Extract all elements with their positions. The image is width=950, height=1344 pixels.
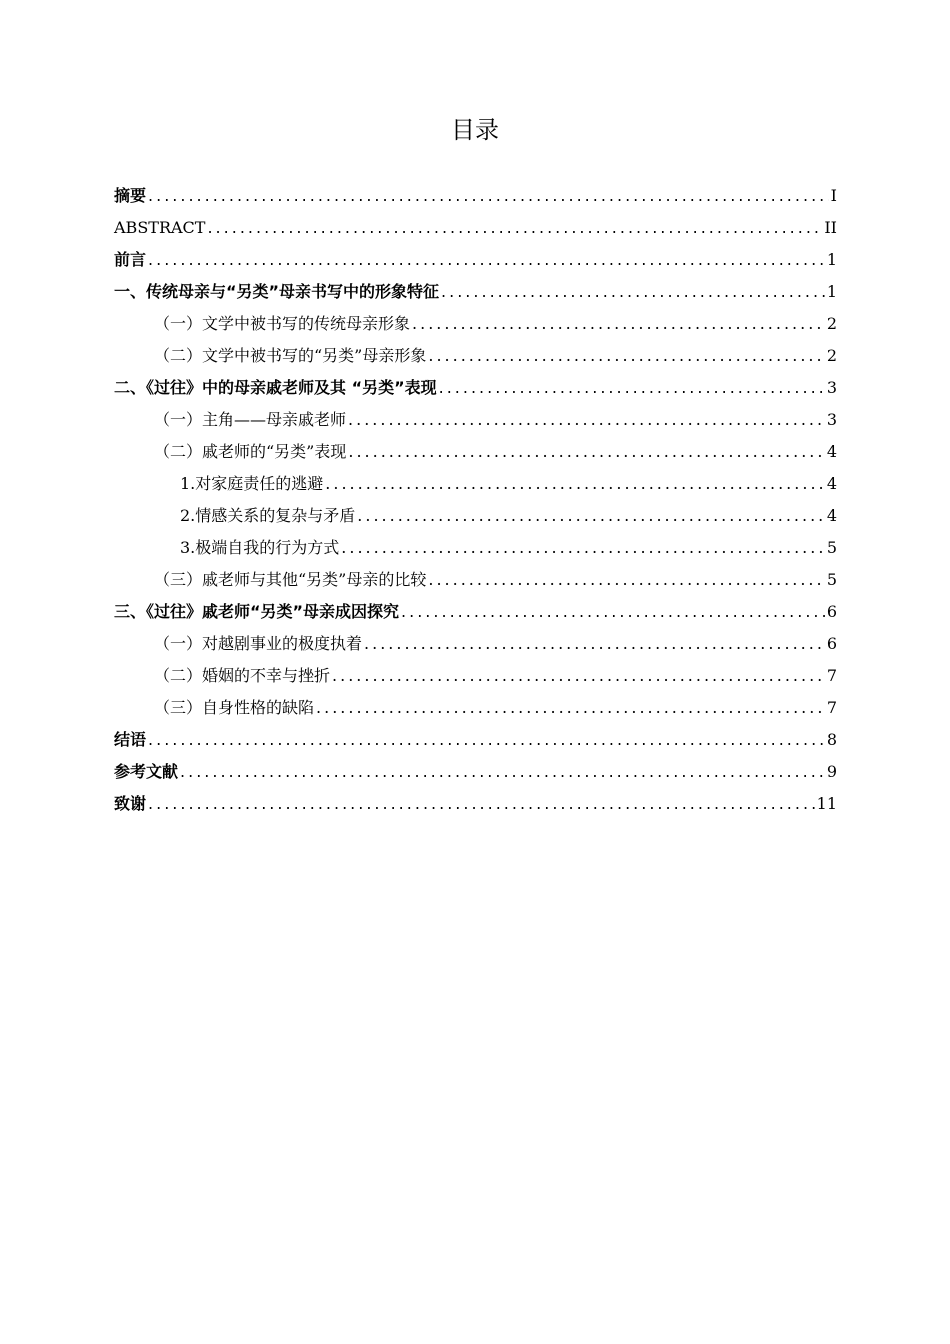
dot-leader — [148, 788, 815, 820]
toc-entry[interactable] — [114, 564, 837, 596]
toc-entry-text: （一）主角——母亲戚老师 — [154, 410, 347, 429]
toc-entry-page: 4 — [826, 442, 837, 461]
toc-entry[interactable] — [114, 628, 837, 660]
toc-entry-page: 3 — [826, 378, 837, 397]
toc-entry-page: 1 — [826, 250, 837, 269]
dot-leader — [148, 180, 829, 212]
toc-entry-text: 结语 — [114, 730, 147, 749]
dot-leader — [332, 660, 825, 692]
dot-leader — [428, 340, 824, 372]
toc-entry[interactable] — [114, 756, 837, 788]
toc-entry-text: 2.情感关系的复杂与矛盾 — [180, 506, 356, 525]
toc-entry-text: （一）对越剧事业的极度执着 — [154, 634, 363, 653]
toc-entry-page: 5 — [826, 538, 837, 557]
dot-leader — [148, 724, 825, 756]
toc-entry-text: ABSTRACT — [114, 218, 206, 237]
toc-entry[interactable] — [114, 436, 837, 468]
toc-entry[interactable] — [114, 372, 837, 404]
toc-entry-text: 1.对家庭责任的逃避 — [180, 474, 324, 493]
toc-entry[interactable] — [114, 276, 837, 308]
table-of-contents — [114, 180, 837, 820]
toc-entry[interactable] — [114, 212, 837, 244]
dot-leader — [364, 628, 825, 660]
toc-entry-page: 4 — [826, 506, 837, 525]
toc-entry-page: I — [830, 186, 837, 205]
toc-entry-page: 4 — [826, 474, 837, 493]
dot-leader — [428, 564, 824, 596]
dot-leader — [357, 500, 825, 532]
toc-entry-page: 9 — [826, 762, 837, 781]
toc-entry-text: （三）戚老师与其他“另类”母亲的比较 — [154, 570, 427, 589]
toc-entry-page: 8 — [826, 730, 837, 749]
toc-entry-page: 7 — [826, 698, 837, 717]
toc-entry-text: 一、传统母亲与“另类”母亲书写中的形象特征 — [114, 282, 440, 301]
toc-entry-page: 6 — [826, 634, 837, 653]
dot-leader — [348, 436, 824, 468]
dot-leader — [207, 212, 822, 244]
toc-entry[interactable] — [114, 500, 837, 532]
toc-entry-page: II — [824, 218, 837, 237]
toc-entry-page: 1 — [826, 282, 837, 301]
toc-entry-page: 7 — [826, 666, 837, 685]
toc-entry-text: 3.极端自我的行为方式 — [180, 538, 340, 557]
toc-entry[interactable] — [114, 532, 837, 564]
dot-leader — [412, 308, 825, 340]
toc-entry[interactable] — [114, 244, 837, 276]
toc-entry-text: 三、《过往》戚老师“另类”母亲成因探究 — [114, 602, 400, 621]
toc-entry-text: 摘要 — [114, 186, 147, 205]
toc-entry[interactable] — [114, 468, 837, 500]
dot-leader — [401, 596, 825, 628]
toc-entry-text: 前言 — [114, 250, 147, 269]
toc-entry-page: 6 — [826, 602, 837, 621]
toc-entry-text: 参考文献 — [114, 762, 179, 781]
toc-entry-page: 5 — [826, 570, 837, 589]
dot-leader — [325, 468, 825, 500]
toc-entry[interactable] — [114, 180, 837, 212]
toc-entry-page: 3 — [826, 410, 837, 429]
toc-entry-text: （二）文学中被书写的“另类”母亲形象 — [154, 346, 427, 365]
toc-entry-text: 二、《过往》中的母亲戚老师及其 “另类”表现 — [114, 378, 437, 397]
toc-entry-text: 致谢 — [114, 794, 147, 813]
dot-leader — [341, 532, 825, 564]
dot-leader — [316, 692, 825, 724]
toc-entry[interactable] — [114, 660, 837, 692]
dot-leader — [439, 372, 825, 404]
toc-entry[interactable] — [114, 404, 837, 436]
dot-leader — [180, 756, 825, 788]
toc-entry-text: （三）自身性格的缺陷 — [154, 698, 315, 717]
toc-entry[interactable] — [114, 788, 837, 820]
toc-entry[interactable] — [114, 596, 837, 628]
page-title: 目录 — [451, 116, 499, 144]
toc-entry-text: （一）文学中被书写的传统母亲形象 — [154, 314, 411, 333]
toc-entry-text: （二）戚老师的“另类”表现 — [154, 442, 347, 461]
toc-entry-page: 11 — [816, 794, 837, 813]
toc-entry-page: 2 — [826, 314, 837, 333]
toc-entry[interactable] — [114, 308, 837, 340]
toc-entry[interactable] — [114, 724, 837, 756]
toc-entry-page: 2 — [826, 346, 837, 365]
dot-leader — [441, 276, 825, 308]
dot-leader — [348, 404, 825, 436]
toc-entry[interactable] — [114, 340, 837, 372]
toc-entry-text: （二）婚姻的不幸与挫折 — [154, 666, 331, 685]
toc-entry[interactable] — [114, 692, 837, 724]
dot-leader — [148, 244, 825, 276]
